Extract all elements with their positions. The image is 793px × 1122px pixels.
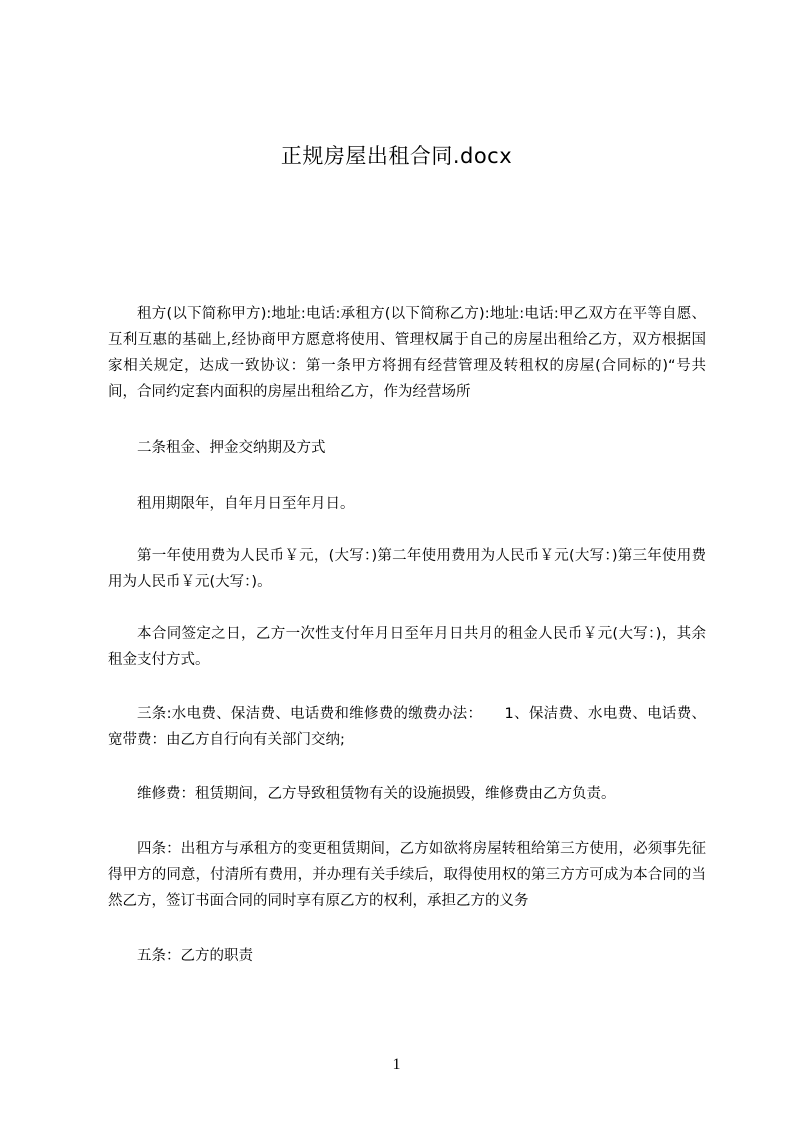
document-title: 正规房屋出租合同.docx	[280, 144, 513, 168]
paragraph-maintenance: 维修费：租赁期间，乙方导致租赁物有关的设施损毁，维修费由乙方负责。	[137, 785, 616, 802]
paragraph-sublease: 四条：出租方与承租方的变更租赁期间，乙方如欲将房屋转租给第三方使用，必须事先征得甲方的同意，付清所有费用，并办理有关手续后，取得使用权的第三方方可成为本合同的当然乙方，签订书面合同的同时享有原乙方的权利，承担乙方的义务	[108, 840, 706, 909]
page-number: 1	[392, 1056, 401, 1073]
paragraph-annual-fees: 第一年使用费为人民币￥元，(大写：)第二年使用费用为人民币￥元(大写：)第三年使用费用为人民币￥元(大写：)。	[108, 547, 706, 590]
paragraph-tenant-duties-heading: 五条：乙方的职责	[137, 947, 253, 964]
paragraph-parties: 租方(以下简称甲方):地址:电话:承租方(以下简称乙方):地址:电话:甲乙双方在平等自愿、互利互惠的基础上,经协商甲方愿意将使用、管理权属于自己的房屋出租给乙方，双方根据国家相关规定，达成一致协议：第一条甲方将拥有经营管理及转租权的房屋(合同标的)“号共间，合同约定套内面积的房屋出租给乙方，作为经营场所	[108, 305, 706, 400]
paragraph-rent-deposit-heading: 二条租金、押金交纳期及方式	[137, 439, 326, 456]
paragraph-utility-fees: 三条:水电费、保洁费、电话费和维修费的缴费办法： 1、保洁费、水电费、电话费、宽带费：由乙方自行向有关部门交纳;	[108, 705, 706, 748]
paragraph-payment: 本合同签定之日，乙方一次性支付年月日至年月日共月的租金人民币￥元(大写：)，其余租金支付方式。	[108, 625, 706, 668]
paragraph-lease-term: 租用期限年，自年月日至年月日。	[137, 495, 355, 512]
